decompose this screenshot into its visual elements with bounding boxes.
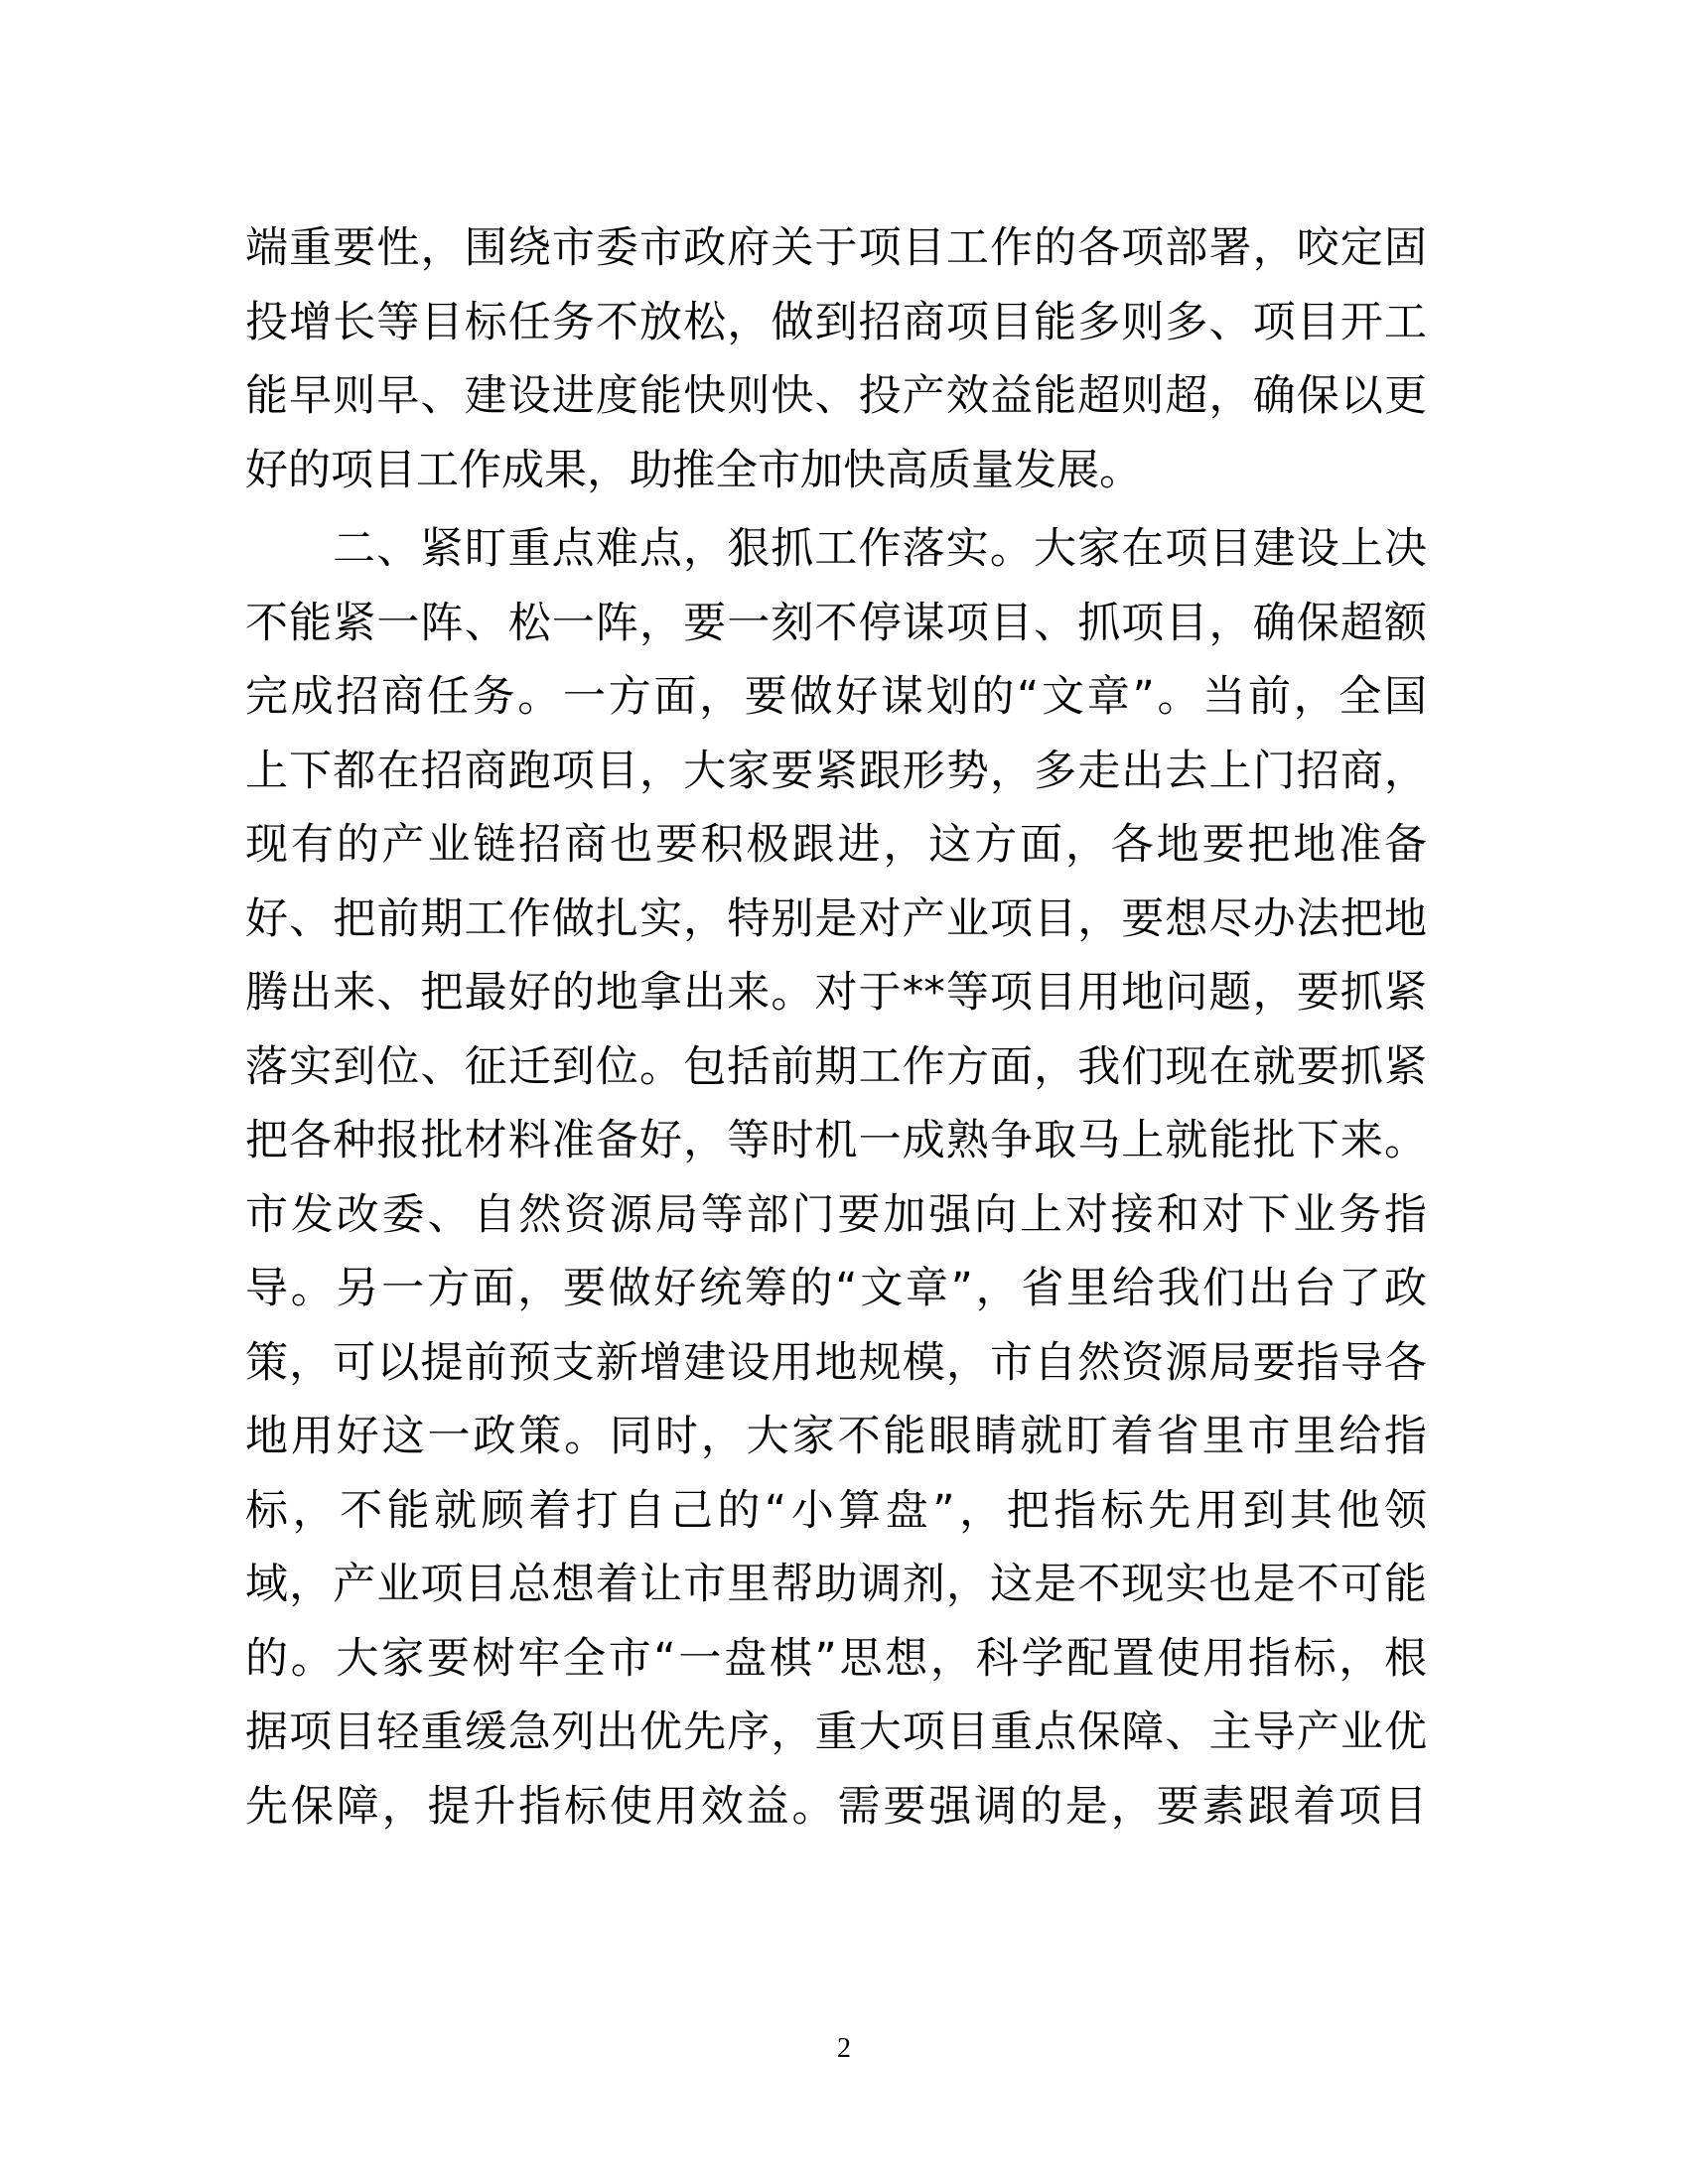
document-body: [245, 211, 1427, 1843]
text-line: 投增长等目标任务不放松，做到招商项目能多则多、项目开工: [245, 297, 1427, 347]
text-line: 好、把前期工作做扎实，特别是对产业项目，要想尽办法把地: [245, 893, 1427, 944]
text-line: 腾出来、把最好的地拿出来。对于**等项目用地问题，要抓紧: [245, 968, 1427, 1018]
text-line: 域，产业项目总想着让市里帮助调剂，这是不现实也是不可能: [245, 1560, 1427, 1609]
paragraph-2: [245, 512, 1427, 1843]
text-line: 完成招商任务。一方面，要做好谋划的“文章”。当前，全国: [245, 672, 1427, 722]
paragraph-1: [245, 211, 1427, 507]
text-line: 先保障，提升指标使用效益。需要强调的是，要素跟着项目: [245, 1781, 1427, 1832]
text-line: 现有的产业链招商也要积极跟进，这方面，各地要把地准备: [245, 820, 1427, 870]
text-line: 导。另一方面，要做好统筹的“文章”，省里给我们出台了政: [245, 1264, 1427, 1313]
text-line: 不能紧一阵、松一阵，要一刻不停谋项目、抓项目，确保超额: [245, 598, 1427, 648]
text-line: 市发改委、自然资源局等部门要加强向上对接和对下业务指: [245, 1189, 1427, 1240]
text-line: 据项目轻重缓急列出优先序，重大项目重点保障、主导产业优: [245, 1707, 1427, 1757]
text-line: 的。大家要树牢全市“一盘棋”思想，科学配置使用指标，根: [245, 1633, 1427, 1684]
text-line: 地用好这一政策。同时，大家不能眼睛就盯着省里市里给指: [245, 1412, 1427, 1461]
text-line: 能早则早、建设进度能快则快、投产效益能超则超，确保以更: [245, 371, 1427, 421]
text-line: 好的项目工作成果，助推全市加快高质量发展。: [245, 445, 1142, 495]
page-number: 2: [837, 2033, 851, 2064]
text-line: 把各种报批材料准备好，等时机一成熟争取马上就能批下来。: [245, 1116, 1427, 1165]
text-line: 标，不能就顾着打自己的“小算盘”，把指标先用到其他领: [245, 1485, 1427, 1536]
text-line: 策，可以提前预支新增建设用地规模，市自然资源局要指导各: [245, 1337, 1427, 1388]
text-line: 端重要性，围绕市委市政府关于项目工作的各项部署，咬定固: [245, 223, 1427, 273]
text-line: 上下都在招商跑项目，大家要紧跟形势，多走出去上门招商，: [245, 746, 1427, 796]
text-line: 落实到位、征迁到位。包括前期工作方面，我们现在就要抓紧: [245, 1041, 1427, 1092]
section-heading-line: 二、紧盯重点难点，狠抓工作落实。大家在项目建设上决: [333, 524, 1427, 574]
